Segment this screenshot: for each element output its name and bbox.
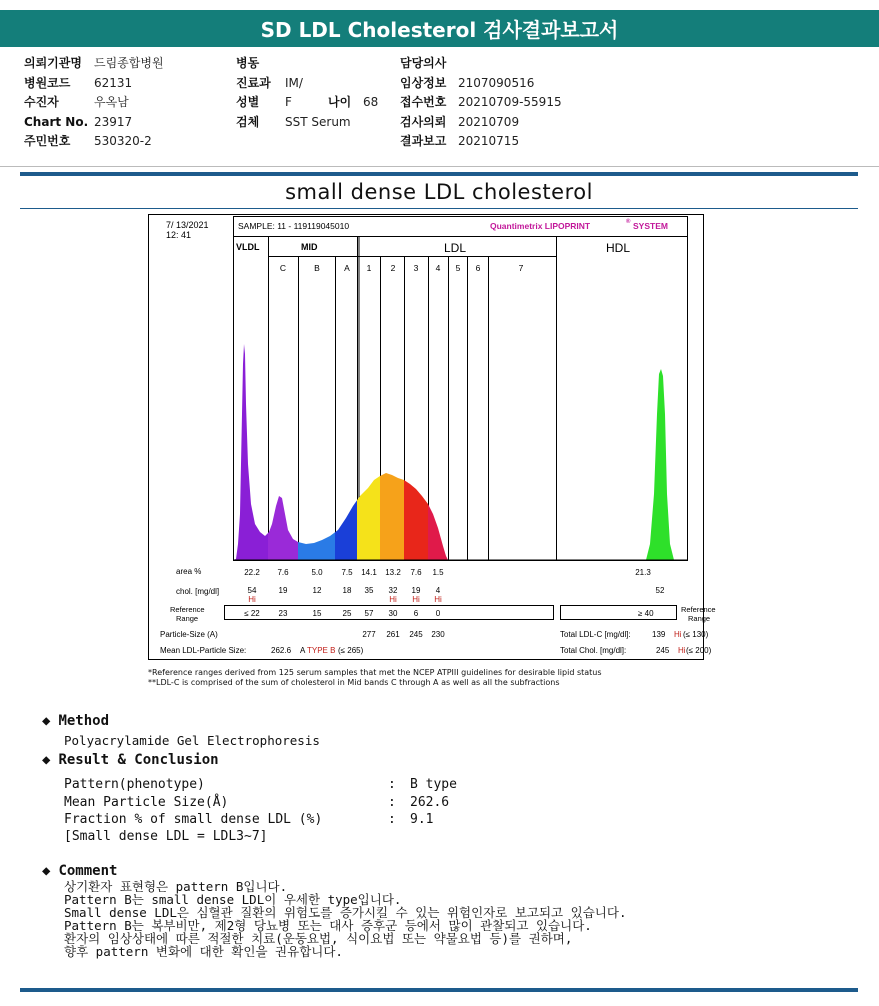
info-value: 62131 (94, 75, 133, 90)
chart-frame (149, 215, 704, 660)
comment-line: Pattern B는 복부비만, 제2형 당뇨병 또는 대사 증후군 등에서 많이 관찰되고 있습니다. (64, 918, 592, 933)
result-value-mean-size: 262.6 (410, 795, 450, 810)
area-value-ldl1: 14.1 (361, 568, 377, 577)
area-value-ldl4: 1.5 (432, 568, 444, 577)
ref-value-ldl2: 30 (388, 609, 398, 618)
total-chol-hi: Hi (678, 646, 686, 655)
info-label: 검사의뢰 (400, 114, 447, 129)
report-rule-bottom (20, 988, 858, 992)
total-chol-ref: (≤ 200) (686, 646, 712, 655)
area-value-hdl: 21.3 (635, 568, 651, 577)
report-title: small dense LDL cholesterol (285, 180, 593, 204)
chart-time: 12: 41 (166, 230, 192, 240)
band-label-7: 7 (518, 263, 524, 273)
total-ldl-ref: (≤ 130) (683, 630, 709, 639)
info-label: 검체 (236, 114, 260, 129)
chart-sample: SAMPLE: 11 - 119119045010 (238, 221, 350, 231)
ref-value-ldl4: 0 (435, 609, 441, 618)
group-label-vldl: VLDL (236, 242, 260, 252)
chol-value-hdl: 52 (655, 586, 665, 595)
info-value: 23917 (94, 114, 133, 129)
result-heading-text: Result & Conclusion (58, 752, 219, 768)
area-row-label: area % (176, 567, 202, 576)
area-value-ldl2: 13.2 (385, 568, 401, 577)
band-label-3: 3 (413, 263, 419, 273)
chol-value-ldl4: 4 (435, 586, 441, 595)
ref-value-c: 23 (278, 609, 288, 618)
diamond-bullet-icon: ◆ (42, 752, 51, 768)
lipoprint-chart (148, 214, 716, 660)
band-label-2: 2 (390, 263, 396, 273)
chol-value-c: 19 (278, 586, 288, 595)
footnote-1: *Reference ranges derived from 125 serum samples that met the NCEP ATPIII guidelines for desirable lipid status (148, 668, 602, 677)
result-colon: : (388, 812, 396, 827)
info-label: 주민번호 (24, 134, 71, 148)
info-label: 성별 (236, 95, 260, 109)
ref-value-a: 25 (342, 609, 352, 618)
ref-right-label-2: Range (688, 614, 711, 623)
area-value-ldl3: 7.6 (410, 568, 422, 577)
chart-brand-reg: ® (626, 219, 631, 225)
band-label-5: 5 (455, 263, 461, 273)
info-label: 진료과 (236, 75, 271, 90)
result-label-pattern: Pattern(phenotype) (64, 777, 205, 792)
total-ldl-label: Total LDL-C [mg/dl]: (560, 630, 631, 639)
particle-size-ldl4: 230 (431, 630, 445, 639)
method-heading-text: Method (58, 713, 110, 729)
info-label: 담당의사 (400, 56, 447, 70)
hi-flag-ldl3: Hi (412, 595, 420, 604)
total-chol-label: Total Chol. [mg/dl]: (560, 646, 627, 655)
info-value: 20210715 (458, 134, 520, 148)
area-value-a: 7.5 (341, 568, 353, 577)
diamond-bullet-icon: ◆ (42, 863, 51, 879)
result-value-fraction: 9.1 (410, 812, 434, 827)
report-header-bar (0, 10, 879, 47)
footnote-2: **LDL-C is comprised of the sum of cholesterol in Mid bands C through A as well as all the subfractions (148, 678, 560, 687)
comment-line: 상기환자 표현형은 pattern B입니다. (64, 879, 288, 894)
particle-size-ldl3: 245 (409, 630, 423, 639)
report-header-title: SD LDL Cholesterol 검사결과보고서 (260, 18, 619, 42)
info-value: 드림종합병원 (94, 56, 164, 70)
hi-flag-vldl: Hi (248, 595, 256, 604)
lipoprint-chart-svg (148, 214, 716, 660)
chol-row-label: chol. [mg/dl] (176, 587, 220, 596)
particle-size-ldl2: 261 (386, 630, 400, 639)
ref-row-label-1: Reference (170, 605, 205, 614)
band-label-6: 6 (475, 263, 481, 273)
band-label-c: C (279, 263, 287, 273)
chart-brand-right: SYSTEM (633, 221, 668, 231)
chol-value-a: 18 (342, 586, 352, 595)
area-value-vldl: 22.2 (244, 568, 260, 577)
result-value-pattern: B type (410, 777, 457, 792)
band-label-a: A (344, 263, 350, 273)
info-label: 임상정보 (400, 75, 447, 90)
method-text: Polyacrylamide Gel Electrophoresis (64, 733, 320, 748)
ref-value-ldl1: 57 (364, 609, 374, 618)
band-label-1: 1 (366, 263, 372, 273)
info-label: 결과보고 (400, 134, 447, 148)
hi-flag-ldl4: Hi (434, 595, 442, 604)
age-value: 68 (363, 95, 379, 109)
method-heading (42, 713, 109, 729)
info-value: 20210709-55915 (458, 95, 562, 109)
comment-line: 향후 pattern 변화에 대한 확인을 권유합니다. (64, 944, 343, 959)
info-value: SST Serum (285, 114, 351, 129)
comment-line: Small dense LDL은 심혈관 질환의 위험도를 증가시킬 수 있는 위험인자로 보고되고 있습니다. (64, 905, 627, 920)
chart-date: 7/ 13/2021 (166, 220, 209, 230)
mean-size-unit: A (300, 646, 306, 655)
info-col-1 (24, 54, 164, 152)
mean-size-label: Mean LDL-Particle Size: (160, 646, 247, 655)
total-ldl-hi: Hi (674, 630, 682, 639)
diamond-bullet-icon: ◆ (42, 713, 51, 729)
particle-size-label: Particle-Size (A) (160, 630, 218, 639)
particle-size-ldl1: 277 (362, 630, 376, 639)
result-label-fraction: Fraction % of small dense LDL (%) (64, 812, 323, 827)
ref-value-hdl: ≥ 40 (638, 609, 654, 618)
area-value-b: 5.0 (311, 568, 323, 577)
group-label-mid: MID (301, 242, 318, 252)
ref-row-label-2: Range (176, 614, 199, 623)
result-label-mean-size: Mean Particle Size(Å) (64, 795, 229, 810)
mean-size-ref: (≤ 265) (338, 646, 364, 655)
comment-line: 환자의 임상상태에 따른 적절한 치료(운동요법, 식이요법 또는 약물요법 등)를 권하며, (64, 931, 573, 946)
comment-heading-text: Comment (58, 863, 118, 879)
comment-heading (42, 863, 117, 879)
group-label-hdl: HDL (606, 241, 631, 255)
comment-body (64, 880, 626, 958)
info-label: 병동 (236, 56, 260, 70)
chol-value-ldl2: 32 (388, 586, 398, 595)
mean-size-type: TYPE B (307, 646, 336, 655)
info-label: 의뢰기관명 (24, 56, 82, 70)
info-value: IM/ (285, 75, 303, 90)
info-value: F (285, 95, 292, 109)
hi-flag-ldl2: Hi (389, 595, 397, 604)
result-colon: : (388, 777, 396, 792)
chol-value-ldl3: 19 (411, 586, 421, 595)
total-ldl-value: 139 (652, 630, 666, 639)
ref-right-label-1: Reference (681, 605, 716, 614)
ref-value-vldl: ≤ 22 (244, 609, 260, 618)
chol-value-b: 12 (312, 586, 322, 595)
info-value: 530320-2 (94, 134, 152, 148)
report-rule-under-title (20, 208, 858, 209)
info-label: 병원코드 (24, 75, 71, 90)
chart-brand-left: Quantimetrix LIPOPRINT (490, 221, 591, 231)
info-value: 20210709 (458, 114, 520, 129)
info-label: 수진자 (24, 95, 59, 109)
total-chol-value: 245 (656, 646, 670, 655)
result-heading (42, 752, 219, 768)
info-label: Chart No. (24, 114, 89, 129)
ref-value-ldl3: 6 (413, 609, 419, 618)
chol-value-vldl: 54 (247, 586, 257, 595)
result-colon: : (388, 795, 396, 810)
band-label-4: 4 (435, 263, 441, 273)
area-value-c: 7.6 (277, 568, 289, 577)
mean-size-value: 262.6 (271, 646, 292, 655)
info-separator (0, 166, 879, 167)
report-rule-top (20, 172, 858, 176)
info-col-2 (236, 54, 378, 132)
chol-value-ldl1: 35 (364, 586, 374, 595)
band-label-b: B (314, 263, 320, 273)
info-label: 접수번호 (400, 95, 447, 109)
info-value: 2107090516 (458, 75, 535, 90)
info-value: 우옥남 (94, 95, 129, 109)
ref-value-b: 15 (312, 609, 322, 618)
result-note: [Small dense LDL = LDL3~7] (64, 829, 268, 844)
age-label: 나이 (328, 95, 352, 109)
comment-line: Pattern B는 small dense LDL이 우세한 type입니다. (64, 892, 402, 907)
group-label-ldl: LDL (444, 241, 467, 255)
info-col-3 (400, 54, 562, 152)
